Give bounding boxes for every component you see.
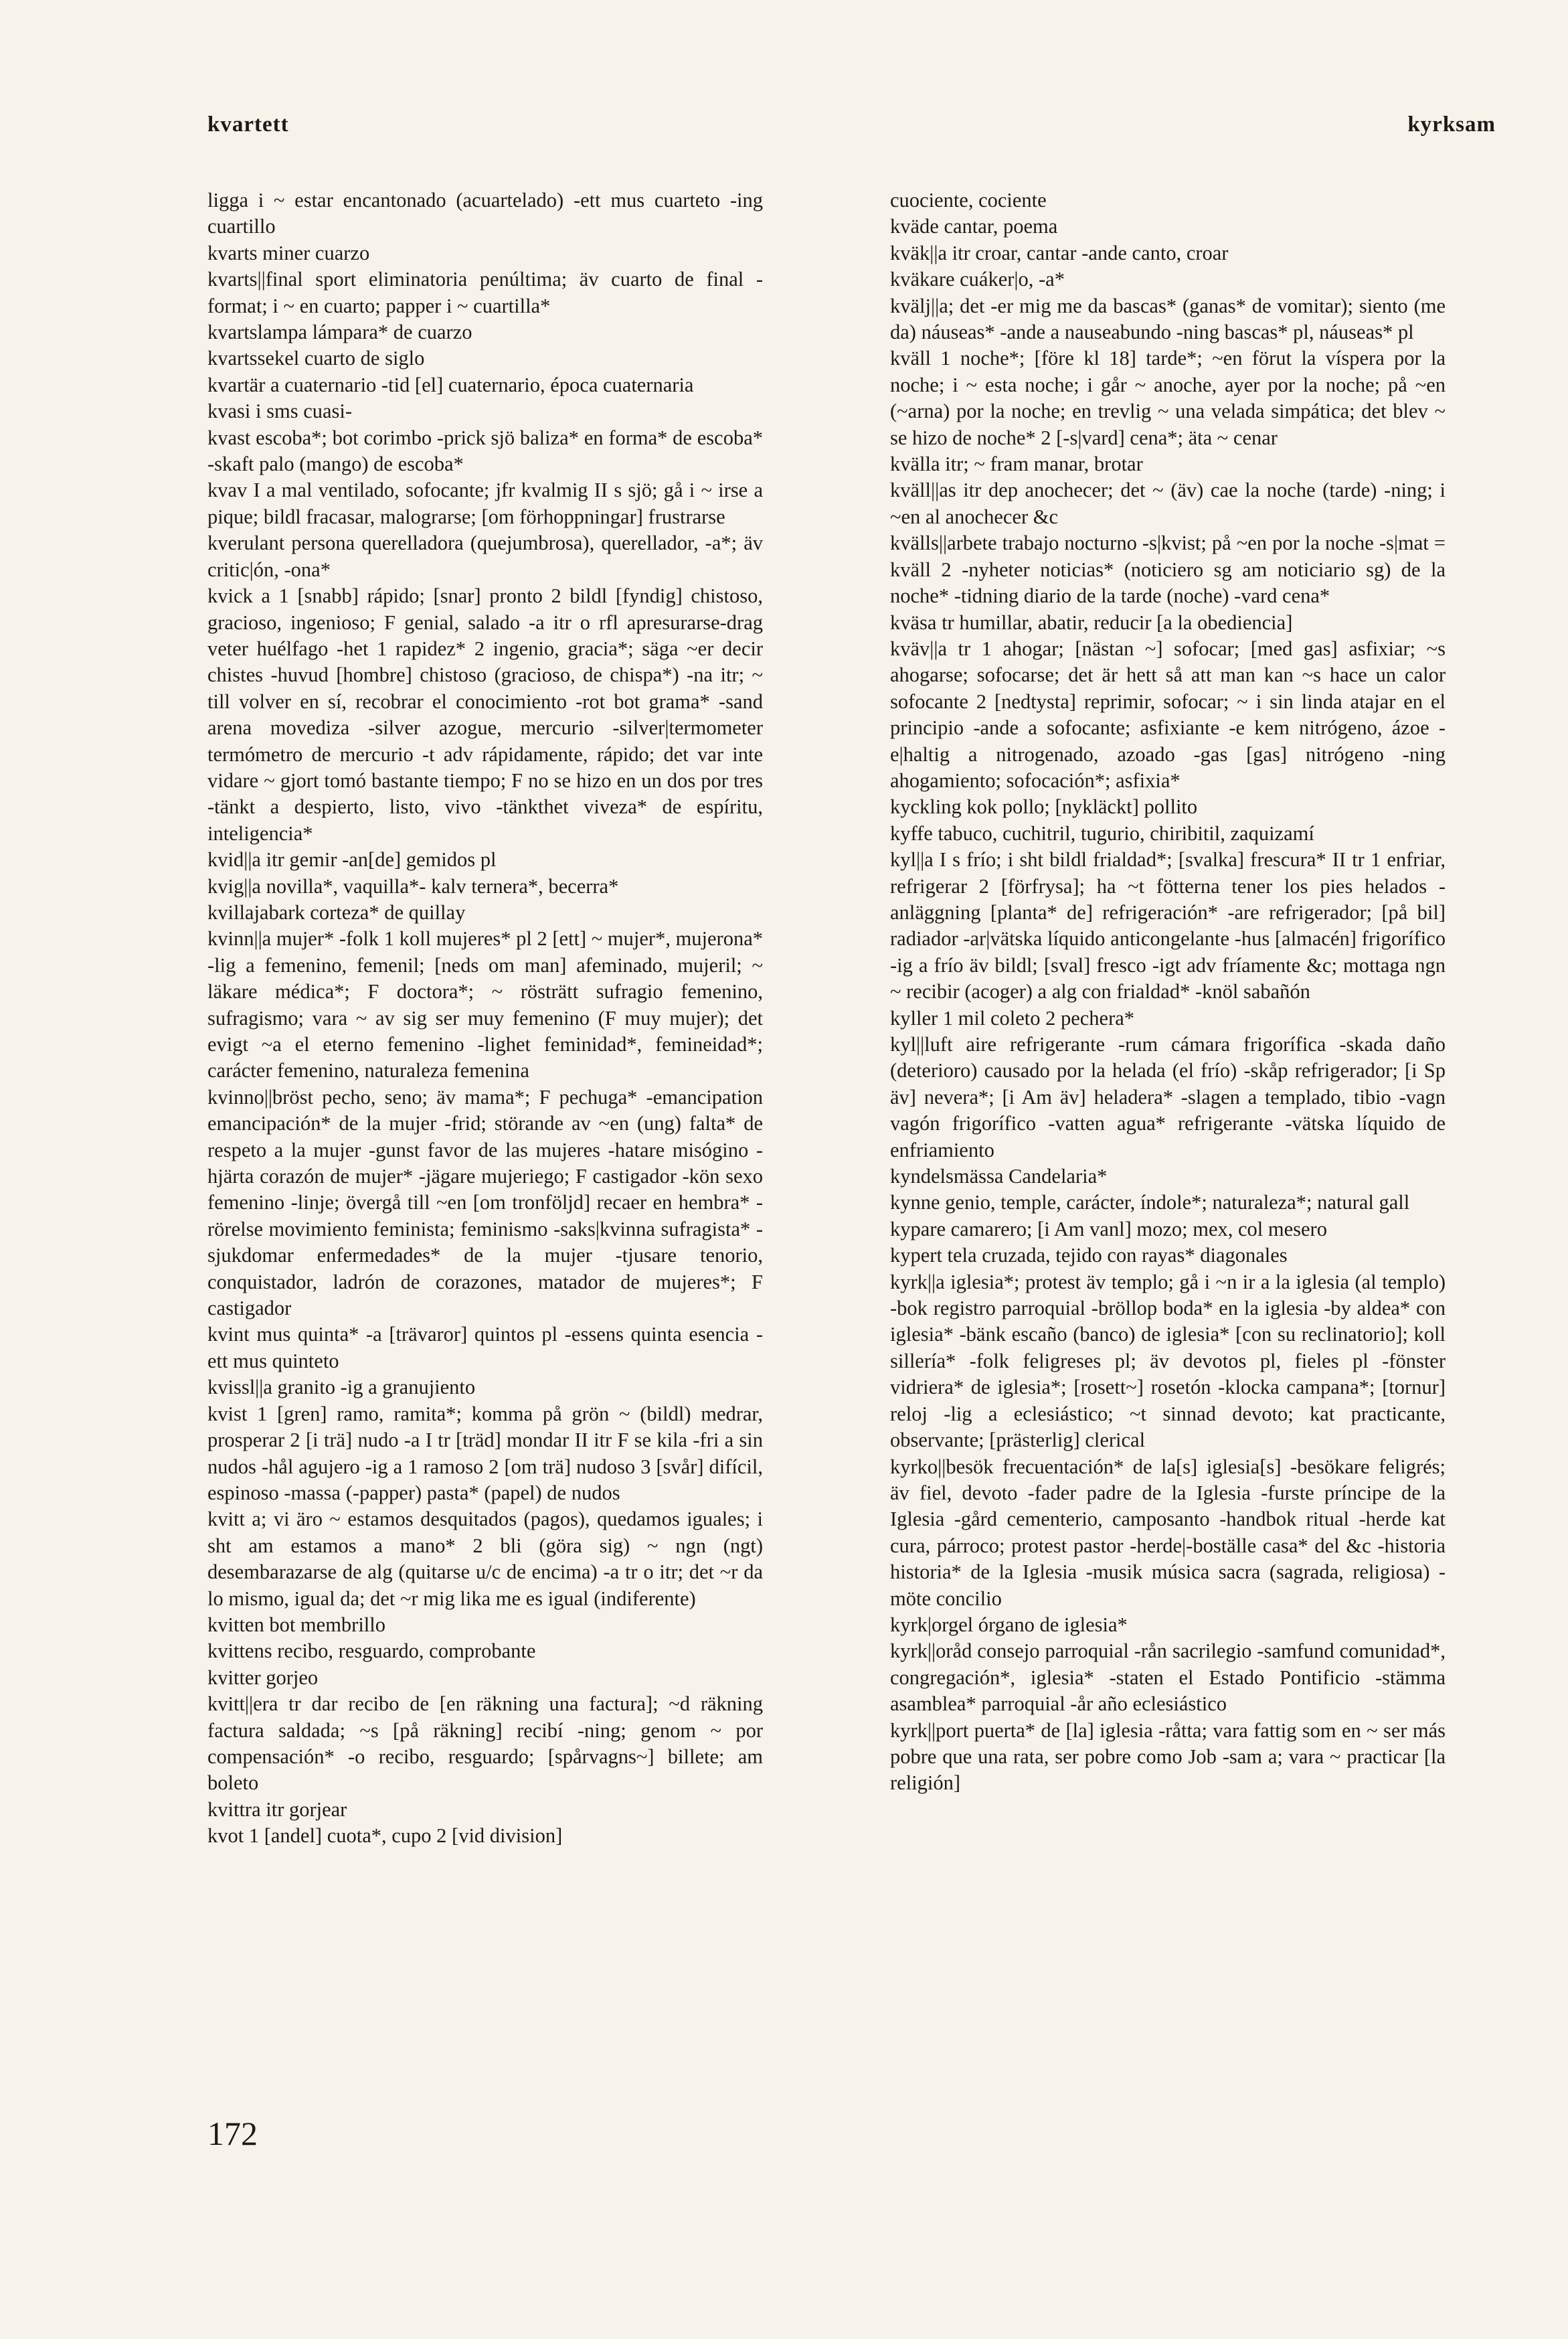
dictionary-entry: kvitt a; vi äro ~ estamos desquitados (pagos), quedamos iguales; i sht am estamos a mano* 2 bli (göra sig) ~ ngn (ngt) desembarazarse de alg (quitarse u/c de encima) -a tr o itr; det ~r da lo mismo, igual da; det ~r mig lika me es igual (indiferente) [207,1508,763,1610]
dictionary-entry: kväsa tr humillar, abatir, reducir [a la obediencia] [890,611,1293,634]
dictionary-entry: kynne genio, temple, carácter, índole*; naturaleza*; natural gall [890,1191,1410,1214]
dictionary-entry: kverulant persona querelladora (quejumbrosa), querellador, -a*; äv critic|ón, -ona* [207,532,763,581]
dictionary-entry: kvick a 1 [snabb] rápido; [snar] pronto 2 bildl [fyndig] chistoso, gracioso, ingenioso; F genial, salado -a itr o rfl apresurarse-drag veter huélfago -het 1 rapidez* 2 ingenio, gracia*; säga ~er decir chistes -huvud [hombre] chistoso (gracioso, de chispa*) -na itr; ~ till volver en sí, recobrar el conocimiento -rot bot grama* -sand arena movediza -silver azogue, mercurio -silver|termometer termómetro de mercurio -t adv rápidamente, rápido; det var inte vidare ~ gjort tomó bastante tiempo; F no se hizo en un dos por tres -tänkt a despierto, listo, vivo -tänkthet viveza* de espíritu, inteligencia* [207,584,763,845]
dictionary-entry: kvig||a novilla*, vaquilla*- kalv ternera*, becerra* [207,874,619,898]
dictionary-entry: kyl||luft aire refrigerante -rum cámara frigorífica -skada daño (deterioro) causado por la helada (el frío) -skåp refrigerador; [i Sp äv] nevera*; [i Am äv] heladera* -slagen a templado, tibio -vagn vagón frigorífico -vatten agua* refrigerante -vätska líquido de enfriamiento [890,1033,1446,1161]
dictionary-entry: kvav I a mal ventilado, sofocante; jfr kvalmig II s sjö; gå i ~ irse a pique; bildl fracasar, malograrse; [om förhoppningar] frustrarse [207,479,763,528]
dictionary-entry: kvälls||arbete trabajo nocturno -s|kvist; på ~en por la noche -s|mat = kväll 2 -nyheter noticias* (noticiero sg am noticiario sg) de la noche* -tidning diario de la tarde (noche) -vard cena* [890,532,1446,608]
dictionary-entry: kvid||a itr gemir -an[de] gemidos pl [207,848,497,872]
dictionary-entry: ligga i ~ estar encantonado (acuartelado) -ett mus cuarteto -ing cuartillo [207,189,763,238]
dictionary-entry: kvartssekel cuarto de siglo [207,347,425,370]
left-guide-word: kvartett [207,112,289,137]
dictionary-entry: kvälla itr; ~ fram manar, brotar [890,453,1143,476]
dictionary-entry: kvasi i sms cuasi- [207,400,353,423]
dictionary-entry: kyller 1 mil coleto 2 pechera* [890,1006,1135,1030]
dictionary-entry: kvot 1 [andel] cuota*, cupo 2 [vid division] [207,1824,563,1848]
dictionary-entry: kvartslampa lámpara* de cuarzo [207,321,472,344]
dictionary-entry: kvitt||era tr dar recibo de [en räkning una factura]; ~d räkning factura saldada; ~s [på räkning] recibí -ning; genom ~ por compensación* -o recibo, resguardo; [spårvagns~] billete; am boleto [207,1692,763,1795]
dictionary-entry: kvinno||bröst pecho, seno; äv mama*; F pechuga* -emancipation emancipación* de la mujer -frid; störande av ~en (ung) falta* de respeto a la mujer -gunst favor de las mujeres -hatare misógino -hjärta corazón de mujer* -jägare mujeriego; F castigador -kön sexo femenino -linje; övergå till ~en [om tronföljd] recaer en hembra* -rörelse movimiento feminista; feminismo -saks|kvinna sufragista* -sjukdomar enfermedades* de la mujer -tjusare tenorio, conquistador, ladrón de corazones, matador de mujeres*; F castigador [207,1085,763,1320]
dictionary-entry: kypare camarero; [i Am vanl] mozo; mex, col mesero [890,1217,1327,1240]
right-guide-word: kyrksam [1407,112,1496,137]
dictionary-entry: kyffe tabuco, cuchitril, tugurio, chiribitil, zaquizamí [890,821,1314,845]
dictionary-entry: kyrk|orgel órgano de iglesia* [890,1613,1128,1636]
dictionary-entry: kväk||a itr croar, cantar -ande canto, croar [890,241,1229,264]
dictionary-entry: kväll||as itr dep anochecer; det ~ (äv) cae la noche (tarde) -ning; i ~en al anochecer &c [890,479,1446,528]
dictionary-entry: kvitten bot membrillo [207,1613,385,1636]
dictionary-entry: kvittens recibo, resguardo, comprobante [207,1639,536,1663]
dictionary-entry: kväv||a tr 1 ahogar; [nästan ~] sofocar; [med gas] asfixiar; ~s ahogarse; sofocarse; det är hett så att man kan ~s hace un calor sofocante 2 [nedtysta] reprimir, sofocar; ~ i sin linda atajar en el principio -ande a sofocante; asfixiante -e kem nitrógeno, ázoe -e|haltig a nitrogenado, azoado -gas [gas] nitrógeno -ning ahogamiento; sofocación*; asfixia* [890,637,1446,792]
dictionary-entry: kyndelsmässa Candelaria* [890,1165,1108,1188]
dictionary-entry: kvast escoba*; bot corimbo -prick sjö baliza* en forma* de escoba* -skaft palo (mango) de escoba* [207,426,763,476]
dictionary-entry: kvälj||a; det -er mig me da bascas* (ganas* de vomitar); siento (me da) náuseas* -ande a nauseabundo -ning bascas* pl, náuseas* pl [890,294,1446,344]
dictionary-entry: kväde cantar, poema [890,215,1058,238]
dictionary-entry: kyrko||besök frecuentación* de la[s] iglesia[s] -besökare feligrés; äv fiel, devoto -fader padre de la Iglesia -furste príncipe de la Iglesia -gård cementerio, camposanto -handbok ritual -herde kat cura, párroco; protest pastor -herde|-boställe casa* del &c -historia historia* de la Iglesia -musik música sacra (sagrada, religiosa) -möte concilio [890,1455,1446,1610]
dictionary-entry: kvinn||a mujer* -folk 1 koll mujeres* pl 2 [ett] ~ mujer*, mujerona* -lig a femenino, femenil; [neds om man] afeminado, mujeril; ~ läkare médica*; F doctora*; ~ rösträtt sufragio femenino, sufragismo; vara ~ av sig ser muy femenino (F muy mujer); det evigt ~a el eterno femenino -lighet feminidad*, femineidad*; carácter femenino, naturaleza femenina [207,927,763,1082]
dictionary-entry: kvist 1 [gren] ramo, ramita*; komma på grön ~ (bildl) medrar, prosperar 2 [i trä] nudo -a I tr [träd] mondar II itr F se kila -fri a sin nudos -hål agujero -ig a 1 ramoso 2 [om trä] nudoso 3 [svår] difícil, espinoso -massa (-papper) pasta* (papel) de nudos [207,1402,763,1504]
dictionary-entry: kvartär a cuaternario -tid [el] cuaternario, época cuaternaria [207,373,694,396]
dictionary-entry: kypert tela cruzada, tejido con rayas* diagonales [890,1244,1288,1267]
dictionary-entry: kyrk||port puerta* de [la] iglesia -råtta; vara fattig som en ~ ser más pobre que una rata, ser pobre como Job -sam a; vara ~ practicar [la religión] [890,1718,1446,1795]
dictionary-entry: kväll 1 noche*; [före kl 18] tarde*; ~en förut la víspera por la noche; i ~ esta noche; i går ~ anoche, ayer por la noche; på ~en (~arna) por la noche; en trevlig ~ una velada simpática; det blev ~ se hizo de noche* 2 [-s|vard] cena*; äta ~ cenar [890,347,1446,449]
dictionary-entry: kvarts||final sport eliminatoria penúltima; äv cuarto de final -format; i ~ en cuarto; papper i ~ cuartilla* [207,268,763,317]
dictionary-entry: kyrk||oråd consejo parroquial -rån sacrilegio -samfund comunidad*, congregación*, iglesia* -staten el Estado Pontificio -stämma asamblea* parroquial -år año eclesiástico [890,1639,1446,1716]
page-number: 172 [207,2115,258,2152]
right-column [890,187,1446,1797]
dictionary-entry: kvittra itr gorjear [207,1797,347,1821]
left-column [207,187,763,1850]
dictionary-entry: kvint mus quinta* -a [trävaror] quintos pl -essens quinta esencia -ett mus quinteto [207,1323,763,1372]
dictionary-entry: kvissl||a granito -ig a granujiento [207,1376,476,1399]
dictionary-entry: kyrk||a iglesia*; protest äv templo; gå i ~n ir a la iglesia (al templo) -bok registro parroquial -bröllop boda* en la iglesia -by aldea* con iglesia* -bänk escaño (banco) de iglesia* [con su reclinatorio]; koll sillería* -folk feligreses pl; äv devotos pl, fieles pl -fönster vidriera* de iglesia*; [rosett~] rosetón -klocka campana*; [tornur] reloj -lig a eclesiástico; ~t sinnad devoto; kat practicante, observante; [prästerlig] clerical [890,1270,1446,1452]
dictionary-entry: kvarts miner cuarzo [207,241,370,264]
dictionary-entry: kvitter gorjeo [207,1666,319,1689]
dictionary-entry: cuociente, cociente [890,189,1047,212]
dictionary-entry: kyl||a I s frío; i sht bildl frialdad*; [svalka] frescura* II tr 1 enfriar, refrigerar 2 [förfrysa]; ha ~t fötterna tener los pies helados -anläggning [planta* de] refrigeración* -are refrigerador; [på bil] radiador -ar|vätska líquido anticongelante -hus [almacén] frigorífico -ig a frío äv bildl; [sval] fresco -igt adv fríamente &c; mottaga ngn ~ recibir (acoger) a alg con frialdad* -knöl sabañón [890,848,1446,1003]
dictionary-entry: kväkare cuáker|o, -a* [890,268,1065,291]
dictionary-entry: kyckling kok pollo; [nykläckt] pollito [890,795,1198,819]
dictionary-entry: kvillajabark corteza* de quillay [207,900,466,924]
